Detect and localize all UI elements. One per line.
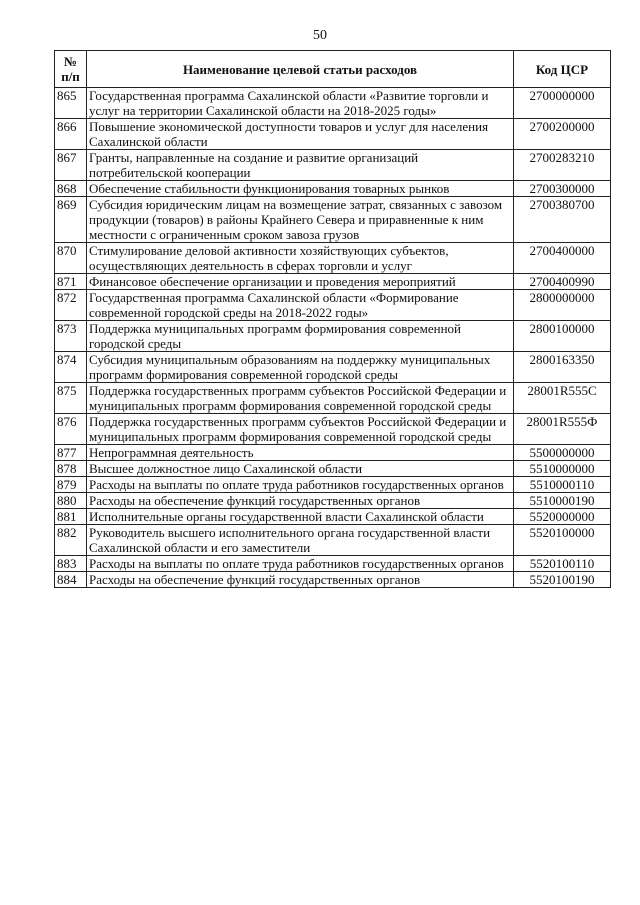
row-code: 5520100000 — [514, 525, 611, 556]
row-num: 876 — [55, 414, 87, 445]
row-code: 2800000000 — [514, 290, 611, 321]
budget-table — [54, 50, 611, 588]
table-row — [55, 197, 611, 243]
row-name: Стимулирование деловой активности хозяйствующих субъектов, осуществляющих деятельность в сферах торговли и услуг — [87, 243, 514, 274]
row-code: 2700400000 — [514, 243, 611, 274]
row-name: Государственная программа Сахалинской области «Развитие торговли и услуг на территории Сахалинской области на 2018-2025 годы» — [87, 88, 514, 119]
row-num: 869 — [55, 197, 87, 243]
row-name: Обеспечение стабильности функционирования товарных рынков — [87, 181, 514, 197]
row-num: 867 — [55, 150, 87, 181]
row-code: 5510000110 — [514, 477, 611, 493]
table-row — [55, 352, 611, 383]
row-num: 877 — [55, 445, 87, 461]
row-name: Гранты, направленные на создание и развитие организаций потребительской кооперации — [87, 150, 514, 181]
header-code: Код ЦСР — [514, 51, 611, 88]
row-code: 2700000000 — [514, 88, 611, 119]
row-num: 871 — [55, 274, 87, 290]
table-row — [55, 477, 611, 493]
table-row — [55, 461, 611, 477]
row-name: Поддержка муниципальных программ формирования современной городской среды — [87, 321, 514, 352]
row-code: 5520100190 — [514, 572, 611, 588]
row-name: Расходы на обеспечение функций государственных органов — [87, 572, 514, 588]
row-num: 873 — [55, 321, 87, 352]
row-code: 2700283210 — [514, 150, 611, 181]
table-row — [55, 290, 611, 321]
table-row — [55, 321, 611, 352]
row-code: 2700400990 — [514, 274, 611, 290]
row-num: 884 — [55, 572, 87, 588]
row-num: 879 — [55, 477, 87, 493]
row-name: Непрограммная деятельность — [87, 445, 514, 461]
row-code: 5500000000 — [514, 445, 611, 461]
row-code: 2800163350 — [514, 352, 611, 383]
row-code: 28001R555C — [514, 383, 611, 414]
table-row — [55, 556, 611, 572]
row-name: Расходы на обеспечение функций государственных органов — [87, 493, 514, 509]
header-num-line2: п/п — [61, 69, 80, 84]
table-row — [55, 572, 611, 588]
table-row — [55, 509, 611, 525]
table-row — [55, 274, 611, 290]
table-row — [55, 181, 611, 197]
table-row — [55, 525, 611, 556]
table-row — [55, 88, 611, 119]
row-code: 2800100000 — [514, 321, 611, 352]
row-code: 5520000000 — [514, 509, 611, 525]
table-row — [55, 383, 611, 414]
table-header-row — [55, 51, 611, 88]
row-name: Субсидия муниципальным образованиям на поддержку муниципальных программ формирования современной городской среды — [87, 352, 514, 383]
row-name: Государственная программа Сахалинской области «Формирование современной городской среды на 2018-2022 годы» — [87, 290, 514, 321]
header-num — [55, 51, 87, 88]
row-name: Исполнительные органы государственной власти Сахалинской области — [87, 509, 514, 525]
table-row — [55, 119, 611, 150]
row-num: 868 — [55, 181, 87, 197]
row-code: 5510000190 — [514, 493, 611, 509]
row-name: Финансовое обеспечение организации и проведения мероприятий — [87, 274, 514, 290]
table-row — [55, 493, 611, 509]
row-code: 28001R555Ф — [514, 414, 611, 445]
row-name: Субсидия юридическим лицам на возмещение затрат, связанных с завозом продукции (товаров) в районы Крайнего Севера и приравненные к ним местности с ограниченным сроком завоза грузов — [87, 197, 514, 243]
row-num: 880 — [55, 493, 87, 509]
row-num: 874 — [55, 352, 87, 383]
row-num: 881 — [55, 509, 87, 525]
row-num: 883 — [55, 556, 87, 572]
row-num: 870 — [55, 243, 87, 274]
row-num: 878 — [55, 461, 87, 477]
row-num: 872 — [55, 290, 87, 321]
row-num: 865 — [55, 88, 87, 119]
table-row — [55, 445, 611, 461]
page-number: 50 — [313, 28, 327, 43]
row-num: 875 — [55, 383, 87, 414]
row-name: Поддержка государственных программ субъектов Российской Федерации и муниципальных программ формирования современной городской среды — [87, 383, 514, 414]
row-num: 866 — [55, 119, 87, 150]
table-row — [55, 414, 611, 445]
row-name: Поддержка государственных программ субъектов Российской Федерации и муниципальных программ формирования современной городской среды — [87, 414, 514, 445]
row-code: 5510000000 — [514, 461, 611, 477]
row-code: 2700380700 — [514, 197, 611, 243]
row-name: Повышение экономической доступности товаров и услуг для населения Сахалинской области — [87, 119, 514, 150]
header-num-line1: № — [63, 54, 78, 69]
header-name: Наименование целевой статьи расходов — [87, 51, 514, 88]
row-code: 2700300000 — [514, 181, 611, 197]
table-row — [55, 243, 611, 274]
row-name: Руководитель высшего исполнительного органа государственной власти Сахалинской области и его заместители — [87, 525, 514, 556]
row-name: Расходы на выплаты по оплате труда работников государственных органов — [87, 477, 514, 493]
row-name: Расходы на выплаты по оплате труда работников государственных органов — [87, 556, 514, 572]
row-num: 882 — [55, 525, 87, 556]
row-code: 2700200000 — [514, 119, 611, 150]
table-row — [55, 150, 611, 181]
row-code: 5520100110 — [514, 556, 611, 572]
row-name: Высшее должностное лицо Сахалинской области — [87, 461, 514, 477]
